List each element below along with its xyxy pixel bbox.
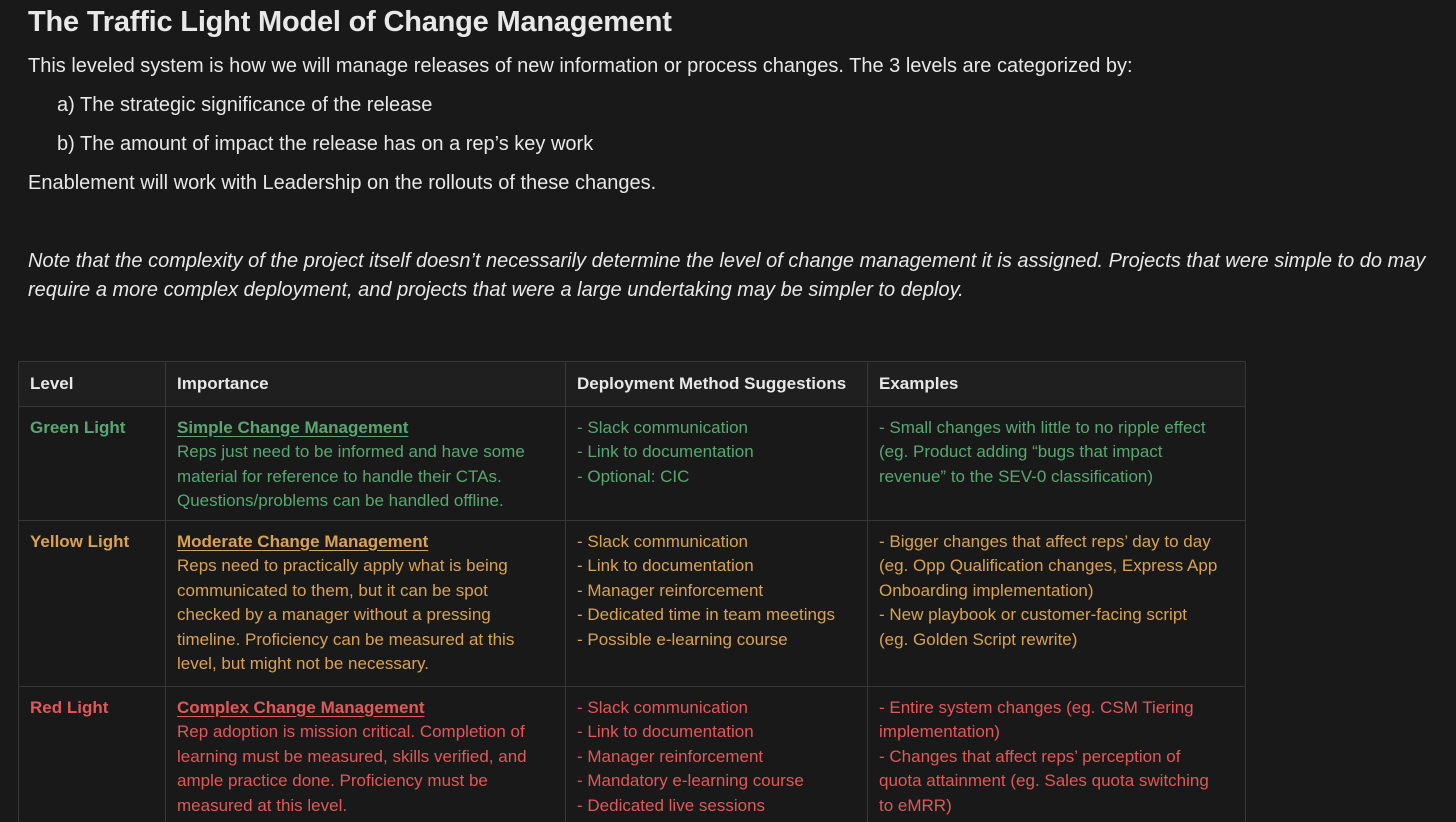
importance-line: material for reference to handle their CTAs. bbox=[177, 466, 502, 486]
table-row-red bbox=[19, 686, 1246, 822]
importance-title-link[interactable]: Simple Change Management bbox=[177, 417, 409, 437]
example-line: revenue” to the SEV-0 classification) bbox=[879, 466, 1154, 486]
example-line: to eMRR) bbox=[879, 795, 952, 815]
importance-line: level, but might not be necessary. bbox=[177, 654, 429, 673]
importance-line: Reps need to practically apply what is being bbox=[177, 556, 508, 575]
importance-line: checked by a manager without a pressing bbox=[177, 605, 491, 624]
criteria-item-b: b) The amount of impact the release has on a rep’s key work bbox=[57, 133, 594, 155]
deployment-item: - Slack communication bbox=[577, 417, 749, 437]
closing-paragraph: Enablement will work with Leadership on the rollouts of these changes. bbox=[28, 172, 657, 194]
deployment-item: - Possible e-learning course bbox=[577, 629, 788, 649]
deployment-item: - Manager reinforcement bbox=[577, 580, 764, 600]
level-cell bbox=[19, 686, 166, 822]
deployment-item: - Mandatory e-learning course bbox=[577, 771, 804, 790]
deployment-cell bbox=[566, 686, 868, 822]
table-row-green bbox=[19, 406, 1246, 520]
importance-cell bbox=[166, 406, 566, 520]
importance-line: Rep adoption is mission critical. Completion of bbox=[177, 722, 525, 741]
importance-line: measured at this level. bbox=[177, 795, 348, 815]
example-line: - Small changes with little to no ripple effect bbox=[879, 417, 1206, 437]
example-line: - Entire system changes (eg. CSM Tiering bbox=[879, 697, 1194, 717]
table-row-yellow bbox=[19, 520, 1246, 686]
deployment-item: - Link to documentation bbox=[577, 442, 754, 461]
importance-line: communicated to them, but it can be spot bbox=[177, 580, 488, 600]
example-line: quota attainment (eg. Sales quota switching bbox=[879, 771, 1209, 790]
deployment-item: - Link to documentation bbox=[577, 556, 754, 575]
importance-title-link[interactable]: Moderate Change Management bbox=[177, 531, 429, 551]
criteria-item-a: a) The strategic significance of the release bbox=[57, 94, 433, 116]
table-header-row bbox=[19, 362, 1246, 407]
level-label-red: Red Light bbox=[30, 697, 109, 717]
header-importance: Importance bbox=[166, 362, 566, 407]
deployment-item: - Optional: CIC bbox=[577, 466, 690, 486]
examples-cell bbox=[868, 406, 1246, 520]
deployment-cell bbox=[566, 520, 868, 686]
importance-line: timeline. Proficiency can be measured at this bbox=[177, 629, 515, 649]
deployment-item: - Dedicated live sessions bbox=[577, 795, 766, 815]
note-paragraph: Note that the complexity of the project itself doesn’t necessarily determine the level of change management it is assigned. Projects that were simple to do may require a more complex deployment, and projects that were a large undertaking may be simpler to deploy. bbox=[28, 250, 1426, 301]
deployment-item: - Slack communication bbox=[577, 697, 749, 717]
importance-line: Questions/problems can be handled offline. bbox=[177, 491, 504, 510]
change-management-table bbox=[18, 361, 1246, 822]
header-deployment: Deployment Method Suggestions bbox=[566, 362, 868, 407]
example-line: (eg. Product adding “bugs that impact bbox=[879, 442, 1163, 461]
importance-cell bbox=[166, 520, 566, 686]
importance-title-link[interactable]: Complex Change Management bbox=[177, 697, 425, 717]
deployment-item: - Dedicated time in team meetings bbox=[577, 605, 835, 624]
example-line: Onboarding implementation) bbox=[879, 580, 1094, 600]
deployment-item: - Manager reinforcement bbox=[577, 746, 764, 766]
importance-line: Reps just need to be informed and have some bbox=[177, 442, 525, 461]
example-line: - Bigger changes that affect reps’ day to day bbox=[879, 531, 1211, 551]
deployment-cell bbox=[566, 406, 868, 520]
header-level: Level bbox=[19, 362, 166, 407]
example-line: (eg. Golden Script rewrite) bbox=[879, 629, 1078, 649]
deployment-item: - Slack communication bbox=[577, 531, 749, 551]
importance-line: ample practice done. Proficiency must be bbox=[177, 771, 488, 790]
level-cell bbox=[19, 406, 166, 520]
importance-line: learning must be measured, skills verified, and bbox=[177, 746, 527, 766]
intro-paragraph: This leveled system is how we will manage releases of new information or process changes. The 3 levels are categorized by: bbox=[28, 55, 1133, 77]
example-line: implementation) bbox=[879, 722, 1000, 741]
page-title: The Traffic Light Model of Change Management bbox=[28, 6, 672, 38]
importance-cell bbox=[166, 686, 566, 822]
example-line: - Changes that affect reps’ perception of bbox=[879, 746, 1181, 766]
examples-cell bbox=[868, 686, 1246, 822]
examples-cell bbox=[868, 520, 1246, 686]
deployment-item: - Link to documentation bbox=[577, 722, 754, 741]
level-label-green: Green Light bbox=[30, 417, 126, 437]
example-line: (eg. Opp Qualification changes, Express App bbox=[879, 556, 1218, 575]
header-examples: Examples bbox=[868, 362, 1246, 407]
level-label-yellow: Yellow Light bbox=[30, 531, 130, 551]
level-cell bbox=[19, 520, 166, 686]
example-line: - New playbook or customer-facing script bbox=[879, 605, 1188, 624]
